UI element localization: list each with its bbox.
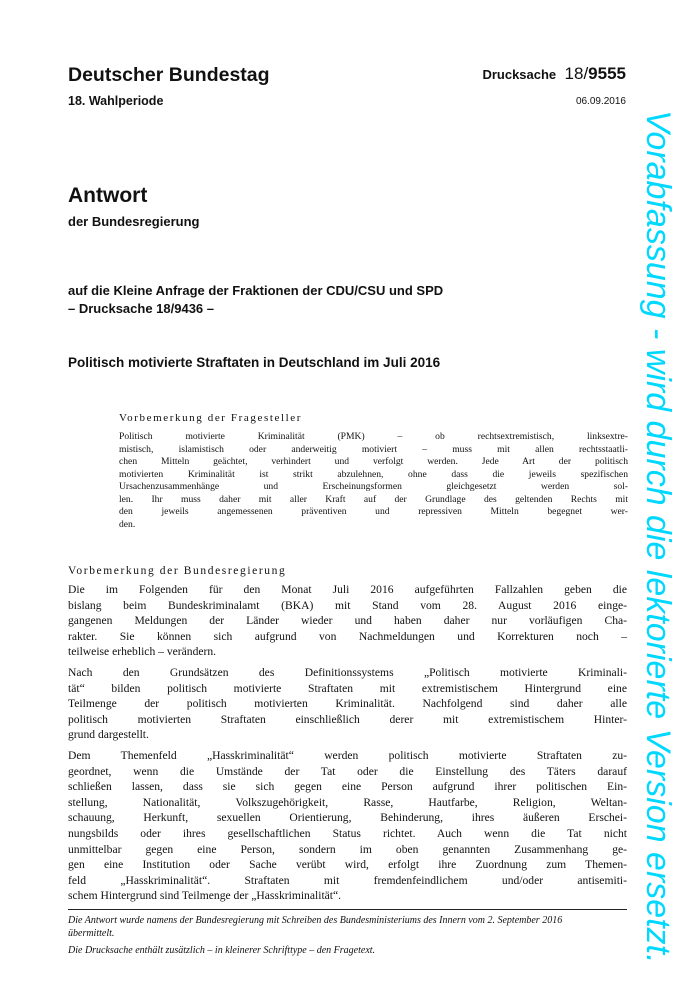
text-line: Teilmenge der politisch motivierten Kriminalität. Nachfolgend sind daher alle: [68, 697, 627, 711]
paragraph: [68, 665, 627, 743]
text-line: bislang beim Bundeskriminalamt (BKA) mit Stand vom 28. August 2016 einge-: [68, 598, 627, 612]
text-line: gangenen Meldungen der Länder wieder und haben daher nur vorläufigen Cha-: [68, 614, 627, 628]
text-line: geordnet, wenn die Umstände der Tat oder die Einstellung des Täters darauf: [68, 764, 627, 778]
text-line: rakter. Sie können sich aufgrund von Nachmeldungen und Korrekturen noch –: [68, 629, 627, 643]
document-title: Antwort: [68, 184, 148, 207]
drucksache-label: Drucksache: [482, 67, 557, 82]
topic-title: Politisch motivierte Straftaten in Deutschland im Juli 2016: [68, 355, 441, 370]
text-line: Die im Folgenden für den Monat Juli 2016 aufgeführten Fallzahlen geben die: [68, 583, 627, 596]
text-line: den jeweils angemessenen präventiven und repressiven Mitteln begegnet wer-: [119, 506, 628, 517]
questioners-remark-text: [119, 431, 628, 531]
government-remark-body: [68, 582, 627, 909]
document-date: 06.09.2016: [575, 96, 626, 107]
text-line: unmittelbar gegen eine Person, sondern im oben genannten Zusammenhang ge-: [68, 842, 627, 856]
paragraph: [68, 582, 627, 660]
text-line: feld „Hasskriminalität“. Straftaten mit fremdenfeindlichem und/oder antisemiti-: [68, 873, 627, 887]
text-line: Ursachenzusammenhänge und Erscheinungsformen gleichgesetzt werden sol-: [119, 481, 628, 492]
footer-line: übermittelt.: [68, 928, 115, 939]
drucksache-nr-prefix: 18/: [564, 64, 589, 83]
legislative-period: 18. Wahlperiode: [68, 94, 164, 108]
government-remark-heading: Vorbemerkung der Bundesregierung: [68, 565, 287, 577]
footer-note-1: [68, 914, 627, 940]
text-line: schließen lassen, dass sie sich gegen eine Person aufgrund ihrer politischen Ein-: [68, 780, 627, 794]
drucksache-nr-suffix: 9555: [588, 64, 626, 83]
text-line: grund dargestellt.: [68, 728, 149, 742]
organization-title: Deutscher Bundestag: [68, 64, 270, 86]
request-line-1: auf die Kleine Anfrage der Fraktionen der CDU/CSU und SPD: [68, 283, 444, 298]
draft-watermark: Vorabfassung - wird durch die lektorierte Version ersetzt.: [639, 110, 677, 964]
text-line: stellung, Nationalität, Volkszugehörigkeit, Rasse, Hautfarbe, Religion, Weltan-: [68, 795, 627, 809]
text-line: schauung, Herkunft, sexuellen Orientierung, Behinderung, ihres äußeren Erschei-: [68, 811, 627, 825]
text-line: politisch motivierten Straftaten einschließlich derer mit extremistischem Hinter-: [68, 712, 627, 726]
text-line: tät“ bilden politisch motivierte Straftaten mit extremistischem Hintergrund eine: [68, 681, 627, 695]
text-line: chen Mitteln geächtet, verhindert und verfolgt werden. Jede Art der politisch: [119, 456, 628, 467]
drucksache-number: [482, 64, 626, 84]
footer-note-2: Die Drucksache enthält zusätzlich – in kleinerer Schrifttype – den Fragetext.: [68, 945, 376, 956]
text-line: teilweise erheblich – verändern.: [68, 645, 217, 659]
request-line-2: – Drucksache 18/9436 –: [68, 301, 214, 316]
footer-divider: [68, 909, 627, 910]
text-line: motivierten Kriminalität ist strikt abzulehnen, ohne dass die jeweils spezifischen: [119, 468, 628, 480]
text-line: nungsbilds oder ihres gesellschaftlichen Status richtet. Auch wenn die Tat nicht: [68, 826, 627, 840]
text-line: schem Hintergrund sind Teilmenge der „Hasskriminalität“.: [68, 889, 342, 903]
text-line: Nach den Grundsätzen des Definitionssystems „Politisch motivierte Kriminali-: [68, 665, 627, 679]
text-line: Dem Themenfeld „Hasskriminalität“ werden politisch motivierte Straftaten zu-: [68, 748, 627, 762]
text-line: mistisch, islamistisch oder anderweitig motiviert – muss mit allen rechtsstaatli-: [119, 443, 628, 455]
text-line: len. Ihr muss daher mit aller Kraft auf der Grundlage des geltenden Rechts mit: [119, 493, 628, 505]
document-subtitle: der Bundesregierung: [68, 214, 200, 229]
text-line: gen eine Institution oder Sache verübt wird, erfolgt ihre Zuordnung zum Themen-: [68, 858, 627, 872]
footer-line: Die Antwort wurde namens der Bundesregierung mit Schreiben des Bundesministeriums des Innern vom 2. September 2016: [68, 915, 563, 926]
paragraph: [68, 748, 627, 904]
text-line: Politisch motivierte Kriminalität (PMK) – ob rechtsextremistisch, linksextre-: [119, 431, 628, 442]
text-line: den.: [119, 518, 136, 530]
questioners-remark-heading: Vorbemerkung der Fragesteller: [119, 412, 303, 424]
